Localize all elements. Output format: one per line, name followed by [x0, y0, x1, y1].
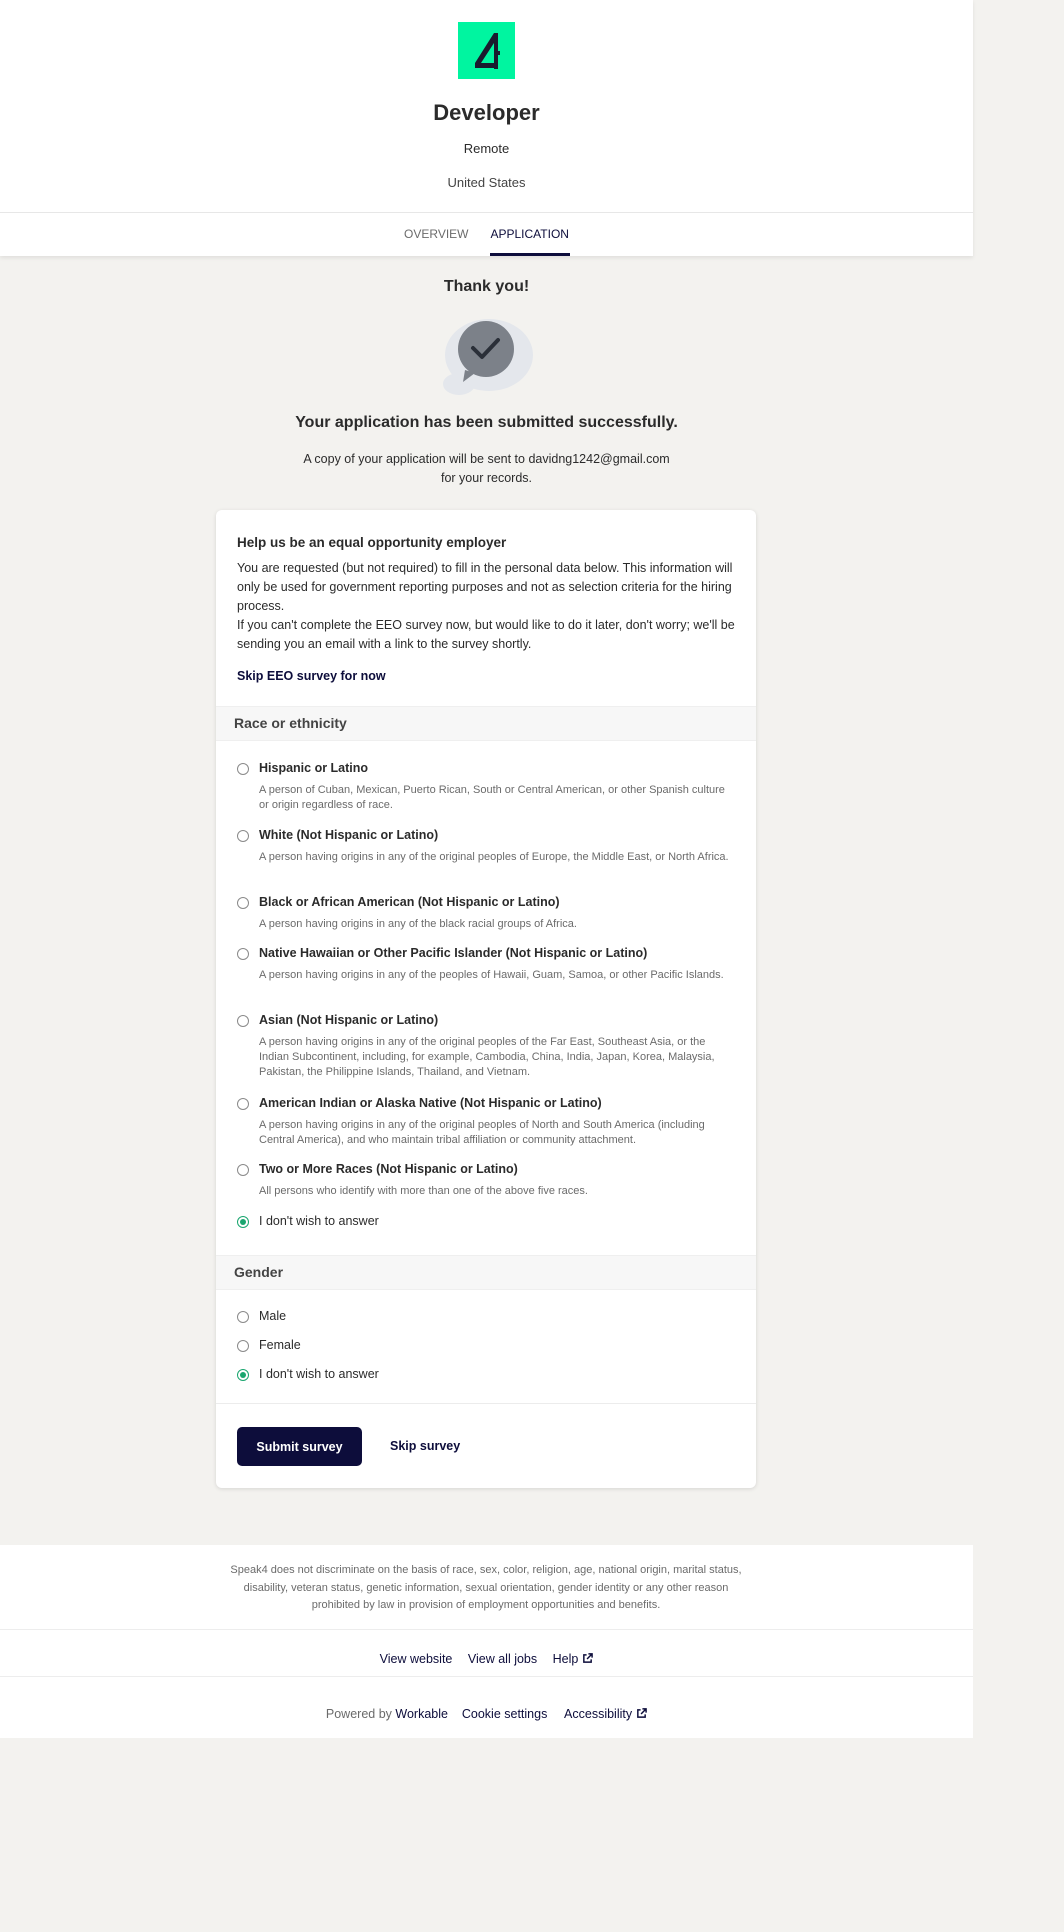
speak4-logo-icon: [472, 31, 502, 71]
radio-button[interactable]: [237, 1015, 249, 1027]
race-section-header: [216, 706, 756, 741]
view-all-jobs-link[interactable]: View all jobs: [467, 1652, 538, 1666]
race-option-description: A person having origins in any of the original peoples of the Far East, Southeast Asia, or the Indian Subcontinent, including, for example, Cambodia, China, India, Japan, Korea, Malaysia, Pakistan, the Philippine Islands, Thailand, and Vietnam.: [259, 1036, 715, 1078]
card-divider: [216, 1403, 756, 1404]
race-section-title: Race or ethnicity: [234, 715, 347, 731]
accessibility-link[interactable]: [564, 1707, 647, 1721]
footer: [0, 1545, 973, 1738]
workable-link[interactable]: Workable: [395, 1707, 448, 1721]
race-option-label: Two or More Races (Not Hispanic or Latino): [259, 1162, 518, 1176]
copy-notice-line2: for your records.: [440, 471, 532, 485]
job-workplace: Remote: [463, 141, 510, 156]
race-option-description: A person of Cuban, Mexican, Puerto Rican, South or Central American, or other Spanish culture or origin regardless of race.: [259, 784, 725, 811]
tab-application[interactable]: APPLICATION: [490, 213, 570, 256]
gender-option-label: Male: [259, 1309, 287, 1323]
cookie-settings-link[interactable]: Cookie settings: [461, 1707, 548, 1721]
radio-button-checked[interactable]: [237, 1369, 249, 1381]
job-header: [0, 0, 973, 256]
eeo-paragraph-1: You are requested (but not required) to fill in the personal data below. This information will only be used for government reporting purposes and not as selection criteria for the hiring process.: [237, 561, 733, 613]
success-title: Your application has been submitted successfully.: [295, 414, 678, 431]
job-location: United States: [447, 175, 526, 190]
company-logo: [458, 22, 515, 79]
eeo-heading: Help us be an equal opportunity employer: [237, 535, 507, 550]
race-option-label: American Indian or Alaska Native (Not Hispanic or Latino): [259, 1096, 602, 1110]
radio-button[interactable]: [237, 948, 249, 960]
race-option-label: White (Not Hispanic or Latino): [259, 828, 439, 842]
radio-button[interactable]: [237, 763, 249, 775]
eeo-paragraph-2: If you can't complete the EEO survey now, but would like to do it later, don't worry; we'll be sending you an email with a link to the survey shortly.: [237, 618, 735, 651]
eeo-disclaimer: Speak4 does not discriminate on the basis of race, sex, color, religion, age, national origin, marital status, disability, veteran status, genetic information, sexual orientation, gender identity or any other reason prohibited by law in provision of employment opportunities and benefits.: [230, 1564, 742, 1611]
footer-divider: [0, 1676, 973, 1677]
radio-button[interactable]: [237, 1340, 249, 1352]
accessibility-link-label: Accessibility: [564, 1707, 633, 1721]
eeo-survey-card: [216, 510, 756, 1488]
thank-you-heading: Thank you!: [443, 278, 530, 295]
radio-button[interactable]: [237, 1311, 249, 1323]
submit-survey-button[interactable]: Submit survey: [237, 1427, 362, 1466]
tab-bar: [0, 213, 973, 256]
race-option-description: A person having origins in any of the peoples of Hawaii, Guam, Samoa, or other Pacific Islands.: [259, 969, 724, 981]
gender-option-label: Female: [259, 1338, 301, 1352]
radio-button[interactable]: [237, 897, 249, 909]
powered-by-text: Powered by: [325, 1707, 392, 1721]
footer-divider: [0, 1629, 973, 1630]
skip-eeo-link[interactable]: Skip EEO survey for now: [237, 669, 386, 683]
race-option-description: A person having origins in any of the original peoples of North and South America (including Central America), and who maintain tribal affiliation or community attachment.: [259, 1119, 705, 1146]
eeo-description: [237, 559, 737, 654]
gender-option-label: I don't wish to answer: [259, 1367, 379, 1381]
skip-survey-link[interactable]: Skip survey: [390, 1439, 461, 1453]
race-option-label: Black or African American (Not Hispanic or Latino): [259, 895, 560, 909]
job-title: Developer: [433, 100, 540, 125]
race-option-label: Asian (Not Hispanic or Latino): [259, 1013, 439, 1027]
race-option-label: Hispanic or Latino: [259, 761, 369, 775]
footer-links: [0, 1652, 973, 1666]
external-link-icon: [636, 1708, 647, 1719]
gender-section-header: [216, 1255, 756, 1290]
race-option-description: A person having origins in any of the original peoples of Europe, the Middle East, or North Africa.: [259, 851, 729, 863]
copy-notice-line1: A copy of your application will be sent to davidng1242@gmail.com: [303, 452, 670, 466]
radio-button[interactable]: [237, 1098, 249, 1110]
external-link-icon: [582, 1653, 593, 1664]
footer-bottom: [0, 1707, 973, 1721]
tab-overview[interactable]: OVERVIEW: [404, 227, 469, 241]
help-link-label: Help: [552, 1652, 579, 1666]
help-link[interactable]: [553, 1652, 594, 1666]
checkmark-speech-bubble-icon: [443, 318, 533, 398]
race-option-label: Native Hawaiian or Other Pacific Islander (Not Hispanic or Latino): [259, 946, 648, 960]
race-option-description: A person having origins in any of the black racial groups of Africa.: [259, 918, 577, 930]
race-option-label: I don't wish to answer: [259, 1214, 379, 1228]
view-website-link[interactable]: View website: [379, 1652, 453, 1666]
radio-button-checked[interactable]: [237, 1216, 249, 1228]
radio-button[interactable]: [237, 1164, 249, 1176]
gender-section-title: Gender: [234, 1264, 284, 1280]
copy-notice: [0, 450, 973, 488]
radio-button[interactable]: [237, 830, 249, 842]
race-option-description: All persons who identify with more than one of the above five races.: [259, 1185, 588, 1197]
